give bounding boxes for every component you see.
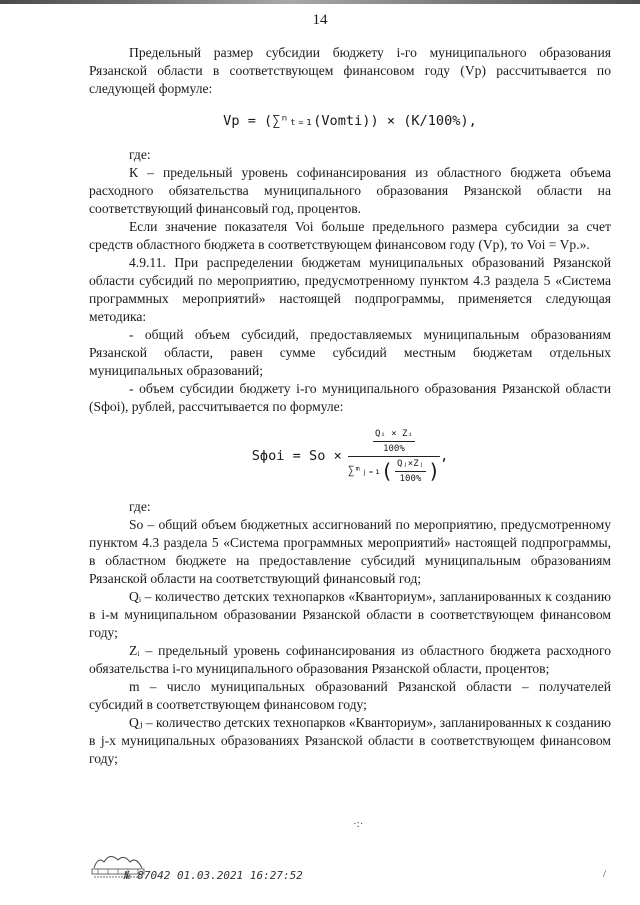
paragraph-voi: Если значение показателя Voi больше предельного размера субсидии за счет средств областного бюджета в соответствующем финансовом году (Vp), то Voi = Vp.». (89, 219, 611, 252)
page-number: 14 (312, 12, 328, 28)
numerator-bottom: 100% (383, 443, 405, 454)
definition-zi: Zᵢ – предельный уровень софинансирования из областного бюджета расходного обязательства i-го муниципального образования Рязанской области, процентов; (89, 643, 611, 676)
where-label-1: где: (129, 147, 151, 162)
formula-sfoi-fraction (348, 429, 440, 484)
paragraph-limit-size: Предельный размер субсидии бюджету i-го муниципального образования Рязанской области в соответствующем финансовом году (Vp) рассчитывается по следующей формуле: (89, 45, 611, 96)
where-label-2: где: (129, 499, 151, 514)
denominator-top: Qⱼ×Zⱼ (396, 458, 425, 469)
scan-edge (0, 0, 640, 4)
formula-sfoi (89, 426, 611, 486)
formula-sfoi-numerator (373, 429, 415, 454)
formula-sfoi-tail: , (440, 448, 449, 464)
document-body (89, 44, 611, 768)
definition-so: So – общий объем бюджетных ассигнований по мероприятию, предусмотренному пунктом 4.3 раздела 5 «Система программных мероприятий» настоящей подпрограммы, в областном бюджете на предоставление субсидий муниципальным образованиям Рязанской области на соответствующий финансовый год; (89, 517, 611, 586)
paragraph-4-9-11: 4.9.11. При распределении бюджетам муниципальных образований Рязанской области субсидий по мероприятию, предусмотренному пунктом 4.3 раздела 5 «Система программных мероприятий» настоящей подпрограммы, применяется следующая методика: (89, 255, 611, 324)
formula-sfoi-denominator: ∑ᵐⱼ₌₁ ( $\frac{\text{Qⱼ×Zⱼ}}{100\%}$ ) (347, 458, 441, 484)
denominator-bottom: 100% (399, 473, 422, 484)
definition-k: К – предельный уровень софинансирования из областного бюджета объема расходного обязательства муниципального образования Рязанской области на соответствующий финансовый год, процентов. (89, 165, 611, 216)
denominator-sum: ∑ᵐⱼ₌₁ (347, 464, 381, 477)
list-item-subsidy-volume: - объем субсидии бюджету i-го муниципального образования Рязанской области (Sфoi), рублей, рассчитывается по формуле: (89, 381, 611, 414)
formula-sfoi-lhs: Sфoi = So × (251, 448, 342, 464)
definition-qi: Qᵢ – количество детских технопарков «Кванториум», запланированных к созданию в i-м муниципальном образовании Рязанской области в соответствующем финансовом году; (89, 589, 611, 640)
list-item-total-volume: - общий объем субсидий, предоставляемых муниципальным образованиям Рязанской области, равен сумме субсидий местным бюджетам отдельных муниципальных образований; (89, 327, 611, 378)
definition-qj: Qⱼ – количество детских технопарков «Кванториум», запланированных к созданию в j-х муниципальных образованиях Рязанской области в соответствующем финансовом году; (89, 715, 611, 766)
formula-vp: Vp = (∑ⁿₜ₌₁(Vomti)) × (K/100%), (223, 113, 477, 129)
definition-m: m – число муниципальных образований Рязанской области – получателей субсидий в соответствующем финансовом году; (89, 679, 611, 712)
scan-mark: / (603, 868, 607, 880)
numerator-top: Qᵢ × Zᵢ (374, 428, 413, 439)
registry-number: № 87042 01.03.2021 16:27:52 (124, 869, 303, 882)
scan-mark: ·:· (353, 818, 364, 830)
